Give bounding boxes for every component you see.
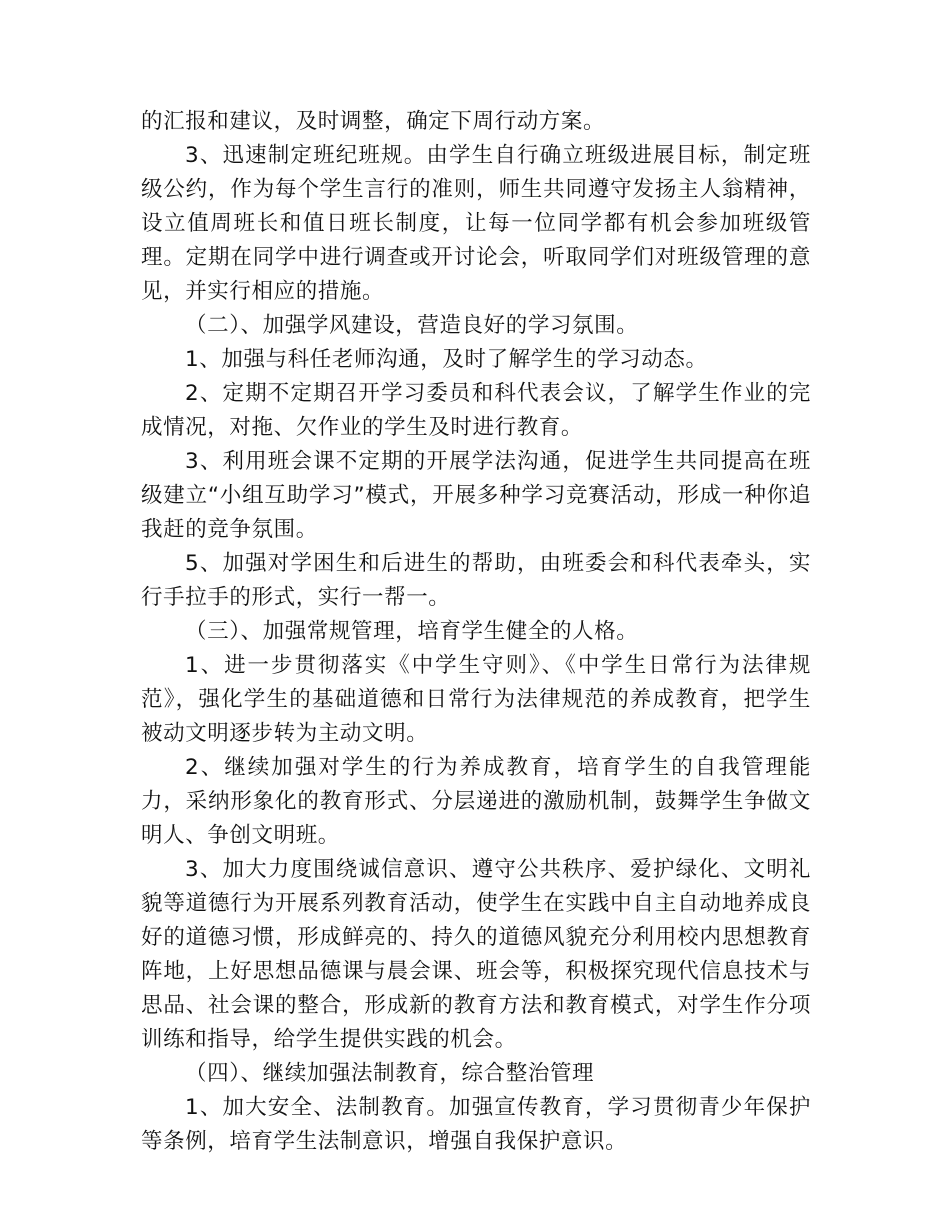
paragraph-code-of-conduct: 1、进一步贯彻落实《中学生守则》、《中学生日常行为法律规范》，强化学生的基础道德和日常行为法律规范的养成教育，把学生被动文明逐步转为主动文明。 [141,653,811,746]
paragraph-safety-legal: 1、加大安全、法制教育。加强宣传教育，学习贯彻青少年保护等条例，培育学生法制意识，增强自我保护意识。 [141,1095,811,1154]
paragraph-study-meetings: 2、定期不定期召开学习委员和科代表会议，了解学生作业的完成情况，对拖、欠作业的学生及时进行教育。 [141,381,811,440]
paragraph-behavior-education: 2、继续加强对学生的行为养成教育，培育学生的自我管理能力，采纳形象化的教育形式、分层递进的激励机制，鼓舞学生争做文明人、争创文明班。 [141,755,811,848]
paragraph-teacher-communication: 1、加强与科任老师沟通，及时了解学生的学习动态。 [185,347,708,372]
paragraph-class-rules: 3、迅速制定班纪班规。由学生自行确立班级进展目标，制定班级公约，作为每个学生言行的准则，师生共同遵守发扬主人翁精神，设立值周班长和值日班长制度，让每一位同学都有机会参加班级管理。定期在同学中进行调查或开讨论会，听取同学们对班级管理的意见，并实行相应的措施。 [141,143,811,304]
paragraph-group-learning: 3、利用班会课不定期的开展学法沟通，促进学生共同提高在班级建立“小组互助学习”模式，开展多种学习竞赛活动，形成一种你追我赶的竞争氛围。 [141,449,811,542]
section-heading-legal-education: （四）、继续加强法制教育，综合整治管理 [185,1061,595,1086]
paragraph-student-help: 5、加强对学困生和后进生的帮助，由班委会和科代表牵头，实行手拉手的形式，实行一帮一。 [141,551,811,610]
paragraph-continuation: 的汇报和建议，及时调整，确定下周行动方案。 [141,109,606,134]
document-body [141,105,811,1159]
section-heading-routine-management: （三）、加强常规管理，培育学生健全的人格。 [185,619,639,644]
section-heading-study-style: （二）、加强学风建设，营造良好的学习氛围。 [185,313,639,338]
paragraph-moral-education: 3、加大力度围绕诚信意识、遵守公共秩序、爱护绿化、文明礼貌等道德行为开展系列教育活动，使学生在实践中自主自动地养成良好的道德习惯，形成鲜亮的、持久的道德风貌充分利用校内思想教育阵地，上好思想品德课与晨会课、班会等，积极探究现代信息技术与思品、社会课的整合，形成新的教育方法和教育模式，对学生作分项训练和指导，给学生提供实践的机会。 [141,857,811,1052]
